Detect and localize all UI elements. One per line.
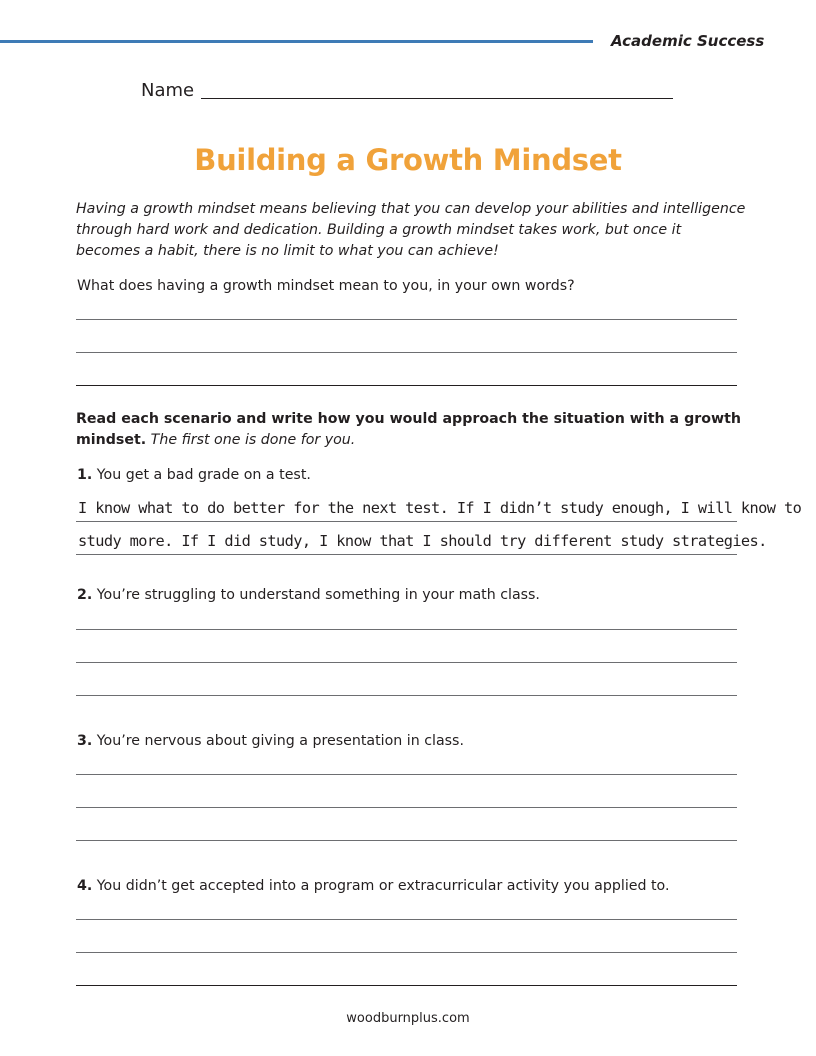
page-title: Building a Growth Mindset (194, 143, 622, 177)
instructions-bold: Read each scenario and write how you would approach the situation with a growth mindset. (76, 411, 741, 448)
answer-line[interactable] (76, 629, 737, 630)
scenario-text: You get a bad grade on a test. (96, 467, 311, 483)
answer-line[interactable] (76, 352, 737, 353)
instructions (76, 409, 741, 451)
scenario-number: 4. (77, 878, 93, 894)
answer-line[interactable] (76, 840, 737, 841)
example-answer-line-2: study more. If I did study, I know that I should try different study strategies. (78, 532, 767, 550)
intro-paragraph: Having a growth mindset means believing that you can develop your abilities and intelligence through hard work and dedication. Building a growth mindset takes work, but once it becomes a habit, there is no limit to what you can achieve! (76, 201, 746, 259)
instructions-italic: The first one is done for you. (150, 432, 356, 448)
scenario-3 (77, 733, 464, 749)
answer-line[interactable] (76, 774, 737, 775)
footer-url: woodburnplus.com (346, 1011, 470, 1026)
answer-line[interactable] (76, 807, 737, 808)
answer-line[interactable] (76, 662, 737, 663)
name-input-line[interactable] (201, 98, 673, 99)
name-label: Name (141, 80, 195, 101)
answer-line[interactable] (76, 319, 737, 320)
answer-line[interactable] (76, 952, 737, 953)
name-row (141, 80, 681, 104)
scenario-number: 3. (77, 733, 93, 749)
answer-line[interactable] (76, 385, 737, 386)
scenario-number: 1. (77, 467, 93, 483)
opening-question: What does having a growth mindset mean to you, in your own words? (77, 278, 575, 294)
header-rule (0, 40, 593, 43)
answer-line[interactable] (76, 695, 737, 696)
answer-line[interactable] (76, 919, 737, 920)
answer-line[interactable] (76, 554, 737, 555)
scenario-4 (77, 878, 670, 894)
answer-line[interactable] (76, 985, 737, 986)
scenario-1 (77, 467, 311, 483)
header-label: Academic Success (611, 32, 765, 50)
answer-line[interactable] (76, 521, 737, 522)
scenario-2 (77, 587, 540, 603)
example-answer-line-1: I know what to do better for the next test. If I didn’t study enough, I will know to (78, 499, 802, 517)
scenario-text: You’re struggling to understand something in your math class. (96, 587, 540, 603)
scenario-number: 2. (77, 587, 93, 603)
scenario-text: You didn’t get accepted into a program or extracurricular activity you applied to. (96, 878, 670, 894)
scenario-text: You’re nervous about giving a presentation in class. (96, 733, 464, 749)
